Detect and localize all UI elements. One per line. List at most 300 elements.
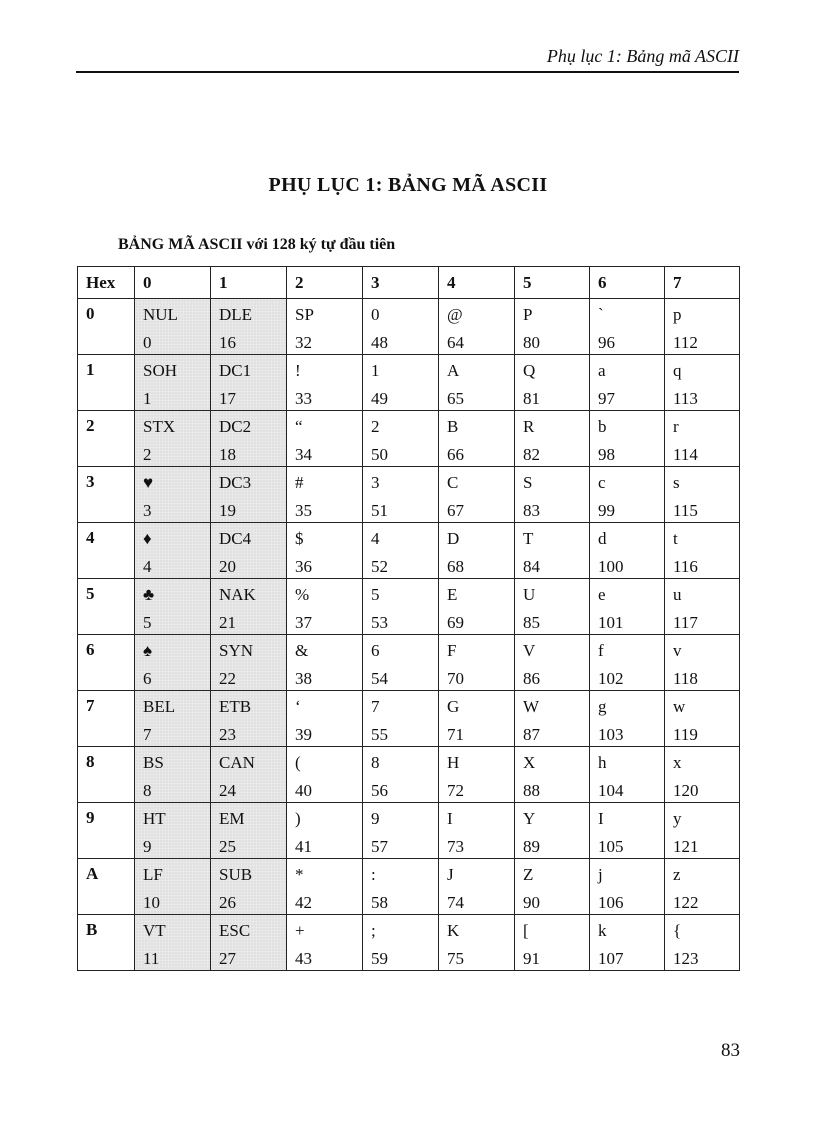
char-symbol: ♣ xyxy=(143,585,155,604)
char-code: 73 xyxy=(447,837,464,856)
char-symbol: J xyxy=(447,865,454,884)
char-code: 91 xyxy=(523,949,540,968)
char-symbol: Y xyxy=(523,809,536,828)
char-code: 70 xyxy=(447,669,464,688)
char-symbol: STX xyxy=(143,417,176,436)
char-symbol: % xyxy=(295,585,310,604)
table-cell xyxy=(287,355,363,411)
char-symbol: T xyxy=(523,529,534,548)
table-cell xyxy=(665,299,740,355)
table-cell xyxy=(363,747,439,803)
char-symbol: DC1 xyxy=(219,361,252,380)
table-cell xyxy=(135,579,211,635)
table-cell xyxy=(363,579,439,635)
char-code: 54 xyxy=(371,669,388,688)
char-symbol: 4 xyxy=(371,529,380,548)
table-cell xyxy=(363,299,439,355)
table-cell xyxy=(439,523,515,579)
table-cell xyxy=(515,803,590,859)
column-header: Hex xyxy=(78,267,135,299)
table-cell xyxy=(515,859,590,915)
column-header: 1 xyxy=(211,267,287,299)
char-symbol: NAK xyxy=(219,585,256,604)
char-code: 5 xyxy=(143,613,152,632)
char-symbol: [ xyxy=(523,921,529,940)
char-code: 71 xyxy=(447,725,464,744)
table-row xyxy=(78,467,740,523)
char-code: 3 xyxy=(143,501,152,520)
char-code: 51 xyxy=(371,501,388,520)
char-code: 123 xyxy=(673,949,699,968)
char-symbol: S xyxy=(523,473,533,492)
table-cell xyxy=(439,411,515,467)
table-cell xyxy=(665,355,740,411)
header-rule xyxy=(76,71,739,73)
row-hex-label: B xyxy=(78,915,135,971)
char-symbol: 0 xyxy=(371,305,380,324)
table-cell xyxy=(135,523,211,579)
table-cell xyxy=(590,579,665,635)
char-symbol: BS xyxy=(143,753,164,772)
table-cell xyxy=(665,467,740,523)
char-code: 32 xyxy=(295,333,312,352)
row-hex-label: 4 xyxy=(78,523,135,579)
table-cell xyxy=(135,691,211,747)
char-symbol: ; xyxy=(371,921,376,940)
char-code: 0 xyxy=(143,333,152,352)
char-code: 58 xyxy=(371,893,388,912)
row-hex-label: 7 xyxy=(78,691,135,747)
table-cell xyxy=(363,803,439,859)
char-code: 112 xyxy=(673,333,698,352)
table-row xyxy=(78,523,740,579)
table-cell xyxy=(665,859,740,915)
char-code: 101 xyxy=(598,613,624,632)
char-code: 113 xyxy=(673,389,698,408)
char-code: 52 xyxy=(371,557,388,576)
table-cell xyxy=(287,803,363,859)
row-hex-label: A xyxy=(78,859,135,915)
char-symbol: ♥ xyxy=(143,473,154,492)
table-cell xyxy=(287,691,363,747)
char-code: 90 xyxy=(523,893,540,912)
char-code: 100 xyxy=(598,557,624,576)
char-symbol: r xyxy=(673,417,679,436)
char-symbol: Q xyxy=(523,361,536,380)
char-symbol: ETB xyxy=(219,697,252,716)
char-symbol: x xyxy=(673,753,682,772)
table-cell xyxy=(211,579,287,635)
char-symbol: z xyxy=(673,865,681,884)
char-code: 103 xyxy=(598,725,624,744)
row-hex-label: 8 xyxy=(78,747,135,803)
table-cell xyxy=(135,915,211,971)
char-code: 96 xyxy=(598,333,615,352)
char-symbol: ‘ xyxy=(295,697,301,716)
table-cell xyxy=(590,467,665,523)
table-cell xyxy=(665,579,740,635)
char-symbol: ( xyxy=(295,753,301,772)
table-cell xyxy=(665,915,740,971)
char-symbol: BEL xyxy=(143,697,176,716)
char-symbol: 9 xyxy=(371,809,380,828)
table-cell xyxy=(515,355,590,411)
table-cell xyxy=(287,411,363,467)
table-cell xyxy=(211,523,287,579)
table-cell xyxy=(211,299,287,355)
char-symbol: ` xyxy=(598,305,604,324)
char-symbol: H xyxy=(447,753,460,772)
table-cell xyxy=(135,411,211,467)
char-symbol: s xyxy=(673,473,680,492)
column-header: 4 xyxy=(439,267,515,299)
table-cell xyxy=(363,411,439,467)
char-symbol: SYN xyxy=(219,641,254,660)
char-symbol: 8 xyxy=(371,753,380,772)
char-code: 118 xyxy=(673,669,698,688)
char-symbol: ♦ xyxy=(143,529,152,548)
char-symbol: P xyxy=(523,305,533,324)
page-title: PHỤ LỤC 1: BẢNG MÃ ASCII xyxy=(268,174,548,196)
table-cell xyxy=(515,691,590,747)
ascii-table xyxy=(77,266,740,971)
char-code: 1 xyxy=(143,389,152,408)
char-code: 50 xyxy=(371,445,388,464)
char-code: 16 xyxy=(219,333,236,352)
table-cell xyxy=(515,635,590,691)
table-cell xyxy=(287,635,363,691)
char-symbol: p xyxy=(673,305,682,324)
table-cell xyxy=(287,859,363,915)
char-symbol: HT xyxy=(143,809,166,828)
table-cell xyxy=(287,747,363,803)
table-cell xyxy=(211,747,287,803)
table-cell xyxy=(287,467,363,523)
char-code: 120 xyxy=(673,781,699,800)
char-symbol: w xyxy=(673,697,686,716)
char-symbol: A xyxy=(447,361,460,380)
char-code: 21 xyxy=(219,613,236,632)
char-code: 74 xyxy=(447,893,464,912)
table-caption: BẢNG MÃ ASCII với 128 ký tự đầu tiên xyxy=(118,236,396,253)
table-cell xyxy=(287,299,363,355)
char-code: 33 xyxy=(295,389,312,408)
char-symbol: g xyxy=(598,697,607,716)
table-cell xyxy=(515,299,590,355)
table-cell xyxy=(211,803,287,859)
char-symbol: 3 xyxy=(371,473,380,492)
char-code: 121 xyxy=(673,837,699,856)
table-cell xyxy=(665,803,740,859)
row-hex-label: 5 xyxy=(78,579,135,635)
char-code: 122 xyxy=(673,893,699,912)
char-code: 107 xyxy=(598,949,624,968)
column-header: 6 xyxy=(590,267,665,299)
char-code: 80 xyxy=(523,333,540,352)
char-code: 19 xyxy=(219,501,236,520)
char-code: 87 xyxy=(523,725,540,744)
char-symbol: # xyxy=(295,473,304,492)
char-code: 27 xyxy=(219,949,236,968)
char-code: 6 xyxy=(143,669,152,688)
table-row xyxy=(78,691,740,747)
table-cell xyxy=(590,803,665,859)
char-symbol: I xyxy=(447,809,453,828)
char-symbol: j xyxy=(598,865,603,884)
char-symbol: SUB xyxy=(219,865,253,884)
table-cell xyxy=(590,523,665,579)
char-symbol: d xyxy=(598,529,607,548)
char-symbol: CAN xyxy=(219,753,255,772)
table-cell xyxy=(363,691,439,747)
char-code: 102 xyxy=(598,669,624,688)
table-row xyxy=(78,859,740,915)
char-symbol: + xyxy=(295,921,305,940)
char-code: 40 xyxy=(295,781,312,800)
table-row xyxy=(78,635,740,691)
table-row xyxy=(78,355,740,411)
char-code: 7 xyxy=(143,725,152,744)
char-code: 34 xyxy=(295,445,312,464)
row-hex-label: 3 xyxy=(78,467,135,523)
char-symbol: SOH xyxy=(143,361,178,380)
table-header-row xyxy=(78,267,740,299)
char-symbol: v xyxy=(673,641,682,660)
char-symbol: “ xyxy=(295,417,303,436)
table-cell xyxy=(363,915,439,971)
char-symbol: 2 xyxy=(371,417,380,436)
page-number: 83 xyxy=(721,1040,740,1061)
char-symbol: K xyxy=(447,921,460,940)
char-symbol: U xyxy=(523,585,536,604)
char-symbol: B xyxy=(447,417,459,436)
table-cell xyxy=(211,355,287,411)
char-symbol: ♠ xyxy=(143,641,153,660)
char-symbol: 1 xyxy=(371,361,380,380)
table-cell xyxy=(363,467,439,523)
char-symbol: $ xyxy=(295,529,304,548)
table-row xyxy=(78,747,740,803)
table-cell xyxy=(135,635,211,691)
char-symbol: h xyxy=(598,753,607,772)
table-cell xyxy=(590,747,665,803)
char-code: 116 xyxy=(673,557,698,576)
char-symbol: 6 xyxy=(371,641,380,660)
table-cell xyxy=(439,859,515,915)
table-cell xyxy=(363,523,439,579)
char-code: 75 xyxy=(447,949,464,968)
char-symbol: VT xyxy=(143,921,166,940)
char-symbol: q xyxy=(673,361,682,380)
char-code: 89 xyxy=(523,837,540,856)
char-code: 117 xyxy=(673,613,698,632)
char-code: 64 xyxy=(447,333,464,352)
char-code: 48 xyxy=(371,333,388,352)
char-code: 106 xyxy=(598,893,624,912)
char-code: 35 xyxy=(295,501,312,520)
char-symbol: f xyxy=(598,641,604,660)
table-row xyxy=(78,411,740,467)
table-cell xyxy=(439,803,515,859)
column-header: 5 xyxy=(515,267,590,299)
char-symbol: LF xyxy=(143,865,163,884)
table-cell xyxy=(515,915,590,971)
char-code: 11 xyxy=(143,949,160,968)
char-code: 53 xyxy=(371,613,388,632)
char-code: 23 xyxy=(219,725,236,744)
char-code: 98 xyxy=(598,445,615,464)
char-code: 4 xyxy=(143,557,152,576)
table-cell xyxy=(590,915,665,971)
char-code: 99 xyxy=(598,501,615,520)
table-cell xyxy=(135,299,211,355)
char-symbol: c xyxy=(598,473,606,492)
char-symbol: e xyxy=(598,585,606,604)
column-header: 3 xyxy=(363,267,439,299)
table-cell xyxy=(439,915,515,971)
table-cell xyxy=(439,299,515,355)
char-code: 65 xyxy=(447,389,464,408)
table-cell xyxy=(665,411,740,467)
char-symbol: : xyxy=(371,865,376,884)
table-cell xyxy=(135,859,211,915)
char-symbol: SP xyxy=(295,305,314,324)
table-cell xyxy=(135,803,211,859)
table-cell xyxy=(515,747,590,803)
char-symbol: t xyxy=(673,529,678,548)
char-symbol: y xyxy=(673,809,682,828)
char-symbol: X xyxy=(523,753,536,772)
char-code: 38 xyxy=(295,669,312,688)
row-hex-label: 0 xyxy=(78,299,135,355)
char-symbol: I xyxy=(598,809,604,828)
char-code: 43 xyxy=(295,949,312,968)
table-cell xyxy=(135,747,211,803)
char-symbol: & xyxy=(295,641,309,660)
table-cell xyxy=(135,467,211,523)
char-code: 9 xyxy=(143,837,152,856)
table-cell xyxy=(287,523,363,579)
char-code: 26 xyxy=(219,893,236,912)
char-code: 85 xyxy=(523,613,540,632)
char-symbol: @ xyxy=(447,305,463,324)
table-cell xyxy=(590,411,665,467)
char-code: 41 xyxy=(295,837,312,856)
table-cell xyxy=(287,915,363,971)
table-cell xyxy=(590,691,665,747)
char-symbol: E xyxy=(447,585,458,604)
char-code: 22 xyxy=(219,669,236,688)
table-cell xyxy=(211,467,287,523)
char-code: 42 xyxy=(295,893,312,912)
table-cell xyxy=(363,355,439,411)
column-header: 0 xyxy=(135,267,211,299)
table-cell xyxy=(439,747,515,803)
row-hex-label: 9 xyxy=(78,803,135,859)
table-cell xyxy=(515,467,590,523)
table-cell xyxy=(665,691,740,747)
char-code: 114 xyxy=(673,445,698,464)
table-cell xyxy=(439,635,515,691)
char-code: 69 xyxy=(447,613,464,632)
table-cell xyxy=(363,635,439,691)
char-code: 17 xyxy=(219,389,236,408)
char-code: 2 xyxy=(143,445,152,464)
char-code: 104 xyxy=(598,781,624,800)
char-symbol: D xyxy=(447,529,460,548)
char-code: 55 xyxy=(371,725,388,744)
char-symbol: ESC xyxy=(219,921,251,940)
char-code: 20 xyxy=(219,557,236,576)
char-symbol: DC4 xyxy=(219,529,252,548)
table-cell xyxy=(590,859,665,915)
column-header: 2 xyxy=(287,267,363,299)
char-code: 115 xyxy=(673,501,698,520)
char-code: 88 xyxy=(523,781,540,800)
table-cell xyxy=(135,355,211,411)
char-symbol: EM xyxy=(219,809,245,828)
char-symbol: DLE xyxy=(219,305,253,324)
row-hex-label: 6 xyxy=(78,635,135,691)
table-cell xyxy=(439,355,515,411)
char-code: 37 xyxy=(295,613,312,632)
char-symbol: C xyxy=(447,473,459,492)
char-code: 18 xyxy=(219,445,236,464)
table-cell xyxy=(665,635,740,691)
char-code: 57 xyxy=(371,837,388,856)
table-cell xyxy=(665,523,740,579)
char-symbol: b xyxy=(598,417,607,436)
char-symbol: W xyxy=(523,697,540,716)
char-symbol: ! xyxy=(295,361,301,380)
char-code: 105 xyxy=(598,837,624,856)
char-symbol: * xyxy=(295,865,304,884)
running-header: Phụ lục 1: Bảng mã ASCII xyxy=(546,46,739,66)
char-symbol: DC3 xyxy=(219,473,252,492)
table-cell xyxy=(211,915,287,971)
table-cell xyxy=(665,747,740,803)
char-code: 36 xyxy=(295,557,312,576)
char-symbol: a xyxy=(598,361,606,380)
table-cell xyxy=(515,523,590,579)
table-row xyxy=(78,579,740,635)
char-code: 39 xyxy=(295,725,312,744)
row-hex-label: 2 xyxy=(78,411,135,467)
table-cell xyxy=(211,859,287,915)
char-symbol: G xyxy=(447,697,460,716)
char-symbol: 7 xyxy=(371,697,380,716)
table-cell xyxy=(439,467,515,523)
table-cell xyxy=(515,579,590,635)
char-code: 97 xyxy=(598,389,615,408)
char-symbol: k xyxy=(598,921,607,940)
char-symbol: V xyxy=(523,641,536,660)
row-hex-label: 1 xyxy=(78,355,135,411)
char-code: 10 xyxy=(143,893,160,912)
char-code: 82 xyxy=(523,445,540,464)
table-row xyxy=(78,299,740,355)
column-header: 7 xyxy=(665,267,740,299)
char-code: 49 xyxy=(371,389,388,408)
table-row xyxy=(78,803,740,859)
table-cell xyxy=(590,355,665,411)
char-code: 66 xyxy=(447,445,464,464)
char-code: 8 xyxy=(143,781,152,800)
table-cell xyxy=(590,635,665,691)
char-code: 67 xyxy=(447,501,464,520)
char-symbol: NUL xyxy=(143,305,178,324)
table-cell xyxy=(515,411,590,467)
